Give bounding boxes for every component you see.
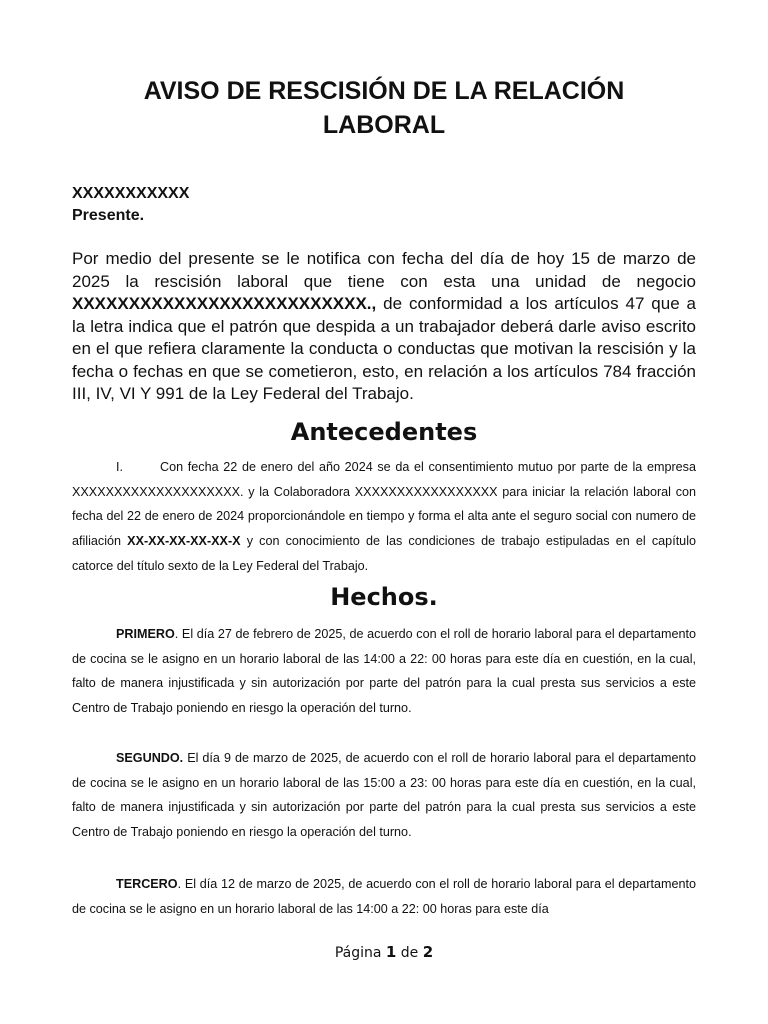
footer-prefix: Página xyxy=(334,945,386,961)
antecedentes-number: I. xyxy=(116,460,123,474)
hecho-tercero-label: TERCERO xyxy=(116,877,178,891)
footer-middle: de xyxy=(396,945,423,961)
hecho-primero-text: . El día 27 de febrero de 2025, de acuerdo con el roll de horario laboral para el departamento de cocina se le asigno en un horario laboral de las 14:00 a 22: 00 horas para este día en cuestión, en la cual, falto de manera injustificada y sin autorización por parte del patrón para la cual presta sus servicios a este Centro de Trabajo poniendo en riesgo la operación del turno. xyxy=(72,627,696,716)
hecho-segundo xyxy=(72,746,696,845)
document-title xyxy=(72,74,696,142)
addressee-block xyxy=(72,183,696,227)
hecho-tercero-text: . El día 12 de marzo de 2025, de acuerdo con el roll de horario laboral para el departamento de cocina se le asigno en un horario laboral de las 14:00 a 22: 00 horas para este día xyxy=(72,877,696,916)
hecho-primero-label: PRIMERO xyxy=(116,627,175,641)
hecho-segundo-text: El día 9 de marzo de 2025, de acuerdo con el roll de horario laboral para el departamento de cocina se le asigno en un horario laboral de las 15:00 a 23: 00 horas para este día en cuestión, en la cual, falto de manera injustificada y sin autorización por parte del patrón para la cual presta sus servicios a este Centro de Trabajo poniendo en riesgo la operación del turno. xyxy=(72,751,696,840)
title-line-2: LABORAL xyxy=(322,111,446,139)
intro-text-2: de conformidad a los artículos 47 que a la letra indica que el patrón que despida a un trabajador deberá darle aviso escrito en el que refiera claramente la conducta o conductas que motivan la rescisión y la fecha o fechas en que se cometieron, esto, en relación a los artículos 784 fracción III, IV, VI Y 991 de la Ley Federal del Trabajo. xyxy=(72,294,696,403)
hecho-tercero xyxy=(72,872,696,921)
hecho-primero xyxy=(72,622,696,721)
footer-total-pages: 2 xyxy=(422,943,434,961)
antecedentes-heading: Antecedentes xyxy=(290,418,478,446)
intro-paragraph xyxy=(72,248,696,406)
antecedentes-paragraph xyxy=(72,455,696,579)
addressee-name: XXXXXXXXXXX xyxy=(72,185,190,202)
title-line-1: AVISO DE RESCISIÓN DE LA RELACIÓN xyxy=(143,77,625,105)
hechos-heading: Hechos. xyxy=(330,583,438,611)
intro-company: XXXXXXXXXXXXXXXXXXXXXXXXXX., xyxy=(72,294,377,313)
intro-text-1: Por medio del presente se le notifica con fecha del día de hoy 15 de marzo de 2025 la rescisión laboral que tiene con esta una unidad de negocio xyxy=(72,249,696,291)
page-footer xyxy=(0,942,768,963)
antecedentes-nss: XX-XX-XX-XX-XX-X xyxy=(127,534,241,549)
antecedentes-text-1: Con fecha 22 de enero del año 2024 se da el consentimiento mutuo por parte de la empresa XXXXXXXXXXXXXXXXXXXX. y la Colaboradora XXXXXXXXXXXXXXXXX para iniciar la relación laboral con fecha del 22 de enero de 2024 proporcionándole en tiempo y forma el alta ante el seguro social con numero de afiliación xyxy=(72,460,696,549)
hecho-segundo-label: SEGUNDO. xyxy=(116,751,184,765)
footer-current-page: 1 xyxy=(385,943,397,961)
antecedentes-text-2: y con conocimiento de las condiciones de trabajo estipuladas en el capítulo catorce del título sexto de la Ley Federal del Trabajo. xyxy=(72,534,696,573)
addressee-presente: Presente. xyxy=(72,207,145,224)
